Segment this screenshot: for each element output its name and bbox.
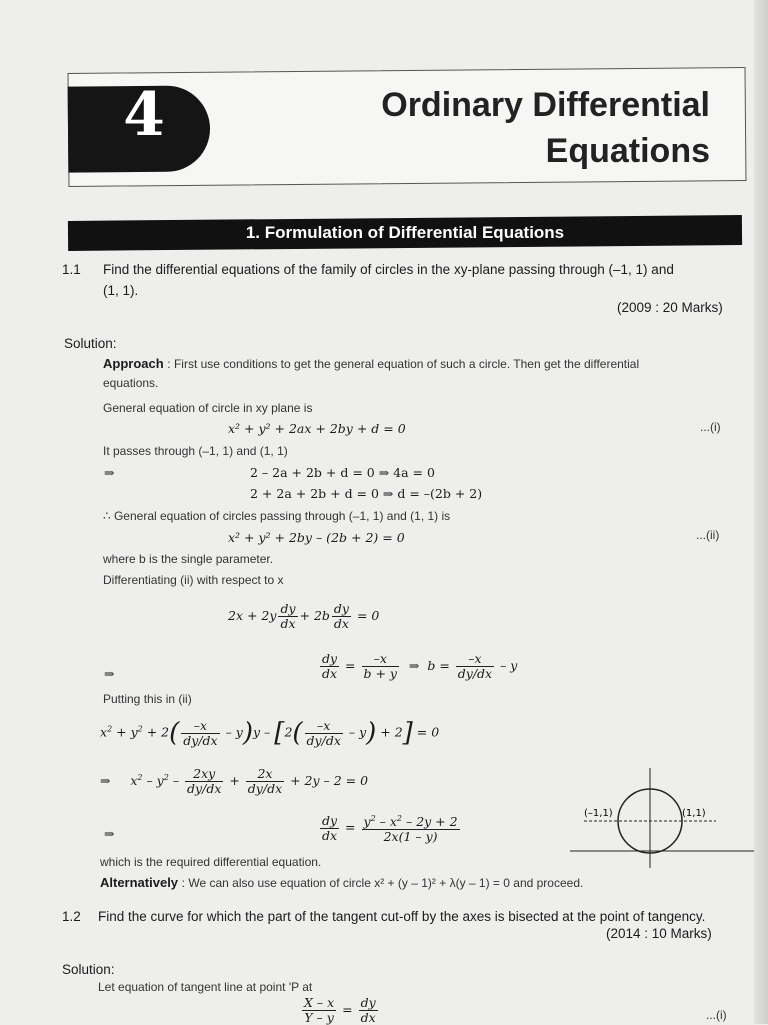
simplified-equation: ⇒ $x^2 - y^2$ – $\frac{2xy}{dy/dx}$ + $\frac{2x}{dy/dx}$ + 2y – 2 = 0 [100,766,369,796]
passes-through-line: It passes through (–1, 1) and (1, 1) [103,444,288,458]
final-differential-equation: $\frac{dy}{dx}$ = $\frac{y^2 - x^2 - 2y + 2}{2x(1 - y)}$ [322,812,458,845]
putting-line: Putting this in (ii) [103,692,192,706]
differentiated-equation: 2x + 2y $\frac{dy}{dx}$ + 2b $\frac{dy}{dx}$ = 0 [228,601,380,631]
equation-ii: x² + y² + 2by – (2b + 2) = 0 [228,530,405,545]
chapter-title-line2: Equations [545,132,710,170]
required-equation-line: which is the required differential equation. [100,855,322,869]
question-text: Find the curve for which the part of the tangent cut-off by the axes is bisected at the point of tangency. [98,909,706,924]
solution-heading: Solution: [64,336,117,351]
therefore-line: ∴ General equation of circles passing through (–1, 1) and (1, 1) is [103,509,451,523]
chapter-title-line1: Ordinary Differential [381,86,710,124]
approach-text: : First use conditions to get the general equation of such a circle. Then get the differential [167,357,640,371]
alternatively-label: Alternatively [100,875,179,890]
general-equation-line: General equation of circle in xy plane is [103,401,313,415]
point-left-label: (–1,1) [584,808,613,819]
implies-arrow-2: ⇒ [104,666,115,681]
alternatively-text: : We can also use equation of circle x² + (y – 1)² + λ(y – 1) = 0 and proceed. [181,876,584,890]
equation-i-tag: ...(i) [700,420,721,434]
substituted-equation: $x^2 + y^2 + 2$( $\frac{-x}{dy/dx}$ – y)y – [2( $\frac{-x}{dy/dx}$ – y) + 2] = 0 [100,717,440,748]
approach-label: Approach [103,356,164,371]
chapter-title [381,82,710,174]
differentiating-line: Differentiating (ii) with respect to x [103,573,284,587]
parameter-line: where b is the single parameter. [103,552,274,566]
solution-heading: Solution: [62,962,115,977]
tangent-line-text: Let equation of tangent line at point 'P at [98,980,313,994]
implies-arrow-1: ⇒ [104,465,115,480]
approach-line1 [103,356,639,371]
question-text-line2: (1, 1). [103,283,139,298]
question-marks: (2009 : 20 Marks) [617,300,723,315]
equation-i: x² + y² + 2ax + 2by + d = 0 [228,421,406,436]
tangent-equation-tag: ...(i) [706,1008,727,1022]
circle-diagram [570,768,754,868]
page-edge-shadow [754,0,768,1024]
question-text-line1: Find the differential equations of the family of circles in the xy-plane passing through (–1, 1) and [103,262,674,277]
implies-arrow-3: ⇒ [104,826,115,841]
question-number: 1.2 [62,909,81,924]
condition-eq-2: 2 + 2a + 2b + d = 0 ⇒ d = –(2b + 2) [250,486,483,501]
equation-ii-tag: ...(ii) [696,528,720,542]
alternatively-line [100,875,583,890]
question-marks: (2014 : 10 Marks) [606,926,712,941]
chapter-number: 4 [123,80,165,150]
point-right-label: (1,1) [682,808,706,819]
condition-eq-1: 2 – 2a + 2b + d = 0 ⇒ 4a = 0 [250,465,435,480]
question-number: 1.1 [62,262,81,277]
tangent-equation: $\frac{X - x}{Y - y}$ = $\frac{dy}{dx}$ [304,995,376,1025]
approach-line2: equations. [103,376,159,390]
dy-dx-expression: $\frac{dy}{dx}$ = $\frac{-x}{b + y}$ ⇒ b = $\frac{-x}{dy/dx}$ – y [322,651,518,681]
section-title: 1. Formulation of Differential Equations [245,223,565,242]
